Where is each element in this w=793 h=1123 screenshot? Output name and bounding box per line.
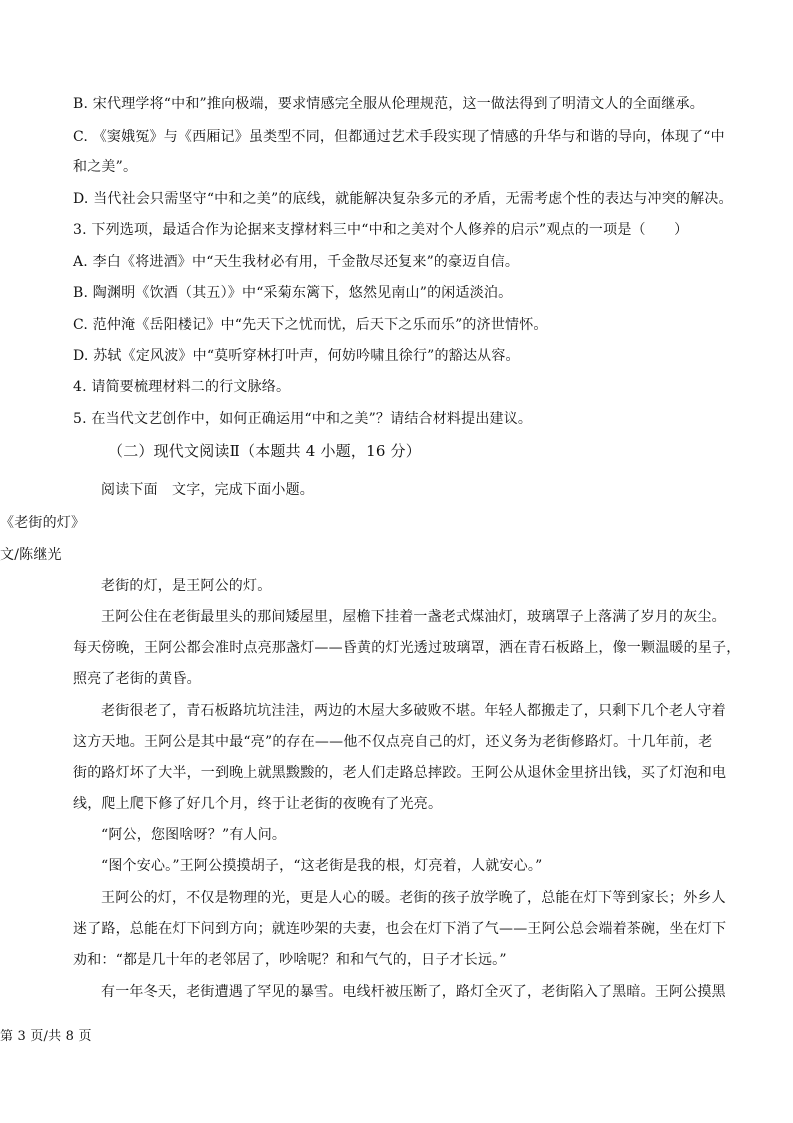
option-c-line-1: C. 《窦娥冤》与《西厢记》虽类型不同，但都通过艺术手段实现了情感的升华与和谐的导向，体现了“中 xyxy=(73,129,725,145)
q3-option-b: B. 陶渊明《饮酒（其五）》中“采菊东篱下，悠然见南山”的闲适淡泊。 xyxy=(73,285,513,301)
section-heading: （二）现代文阅读Ⅱ（本题共 4 小题，16 分） xyxy=(108,442,421,460)
paragraph-3-line-3: 街的路灯坏了大半，一到晚上就黑黢黢的，老人们走路总摔跤。王阿公从退休金里挤出钱，买了灯泡和电 xyxy=(73,765,727,781)
paragraph-2-line-3: 照亮了老街的黄昏。 xyxy=(73,671,201,687)
paragraph-2-line-2: 每天傍晚，王阿公都会准时点亮那盏灯——昏黄的灯光透过玻璃罩，洒在青石板路上，像一颗温暖的星子， xyxy=(73,640,741,656)
paragraph-1: 老街的灯，是王阿公的灯。 xyxy=(101,578,272,594)
option-d-line: D. 当代社会只需坚守“中和之美”的底线，就能解决复杂多元的矛盾，无需考虑个性的表达与冲突的解决。 xyxy=(73,191,733,207)
dialogue-answer: “图个安心。”王阿公摸摸胡子，“这老街是我的根，灯亮着，人就安心。” xyxy=(101,858,543,874)
question-3: 3. 下列选项，最适合作为论据来支撑材料三中“中和之美对个人修养的启示”观点的一项是（ ） xyxy=(73,222,689,238)
paragraph-4-line-1: 王阿公的灯，不仅是物理的光，更是人心的暖。老街的孩子放学晚了，总能在灯下等到家长；外乡人 xyxy=(101,890,726,906)
paragraph-3-line-1: 老街很老了，青石板路坑坑洼洼，两边的木屋大多破败不堪。年轻人都搬走了，只剩下几个老人守着 xyxy=(101,703,726,719)
q3-option-a: A. 李白《将进酒》中“天生我材必有用，千金散尽还复来”的豪迈自信。 xyxy=(73,254,520,270)
article-title: 《老街的灯》 xyxy=(0,515,86,531)
paragraph-3-line-2: 这方天地。王阿公是其中最“亮”的存在——他不仅点亮自己的灯，还义务为老街修路灯。十几年前，老 xyxy=(73,734,713,750)
paragraph-2-line-1: 王阿公住在老街最里头的那间矮屋里，屋檐下挂着一盏老式煤油灯，玻璃罩子上落满了岁月的灰尘。 xyxy=(101,609,726,625)
article-author: 文/陈继光 xyxy=(0,547,62,563)
reading-instruction: 阅读下面 文字，完成下面小题。 xyxy=(101,482,314,498)
question-5: 5. 在当代文艺创作中，如何正确运用“中和之美”？请结合材料提出建议。 xyxy=(73,411,533,427)
dialogue-question: “阿公，您图啥呀？”有人问。 xyxy=(101,827,287,843)
paragraph-5-line-1: 有一年冬天，老街遭遇了罕见的暴雪。电线杆被压断了，路灯全灭了，老街陷入了黑暗。王阿公摸黑 xyxy=(101,984,726,1000)
paragraph-4-line-3: 劝和：“都是几十年的老邻居了，吵啥呢？和和气气的，日子才长远。” xyxy=(73,952,507,968)
page-footer: 第 3 页/共 8 页 xyxy=(0,1029,92,1044)
option-b-line: B. 宋代理学将“中和”推向极端，要求情感完全服从伦理规范，这一做法得到了明清文人的全面继承。 xyxy=(73,96,704,112)
q3-option-c: C. 范仲淹《岳阳楼记》中“先天下之忧而忧，后天下之乐而乐”的济世情怀。 xyxy=(73,317,548,333)
question-4: 4. 请简要梳理材料二的行文脉络。 xyxy=(73,379,291,395)
paragraph-4-line-2: 迷了路，总能在灯下问到方向；就连吵架的夫妻，也会在灯下消了气——王阿公总会端着茶碗，坐在灯下 xyxy=(73,921,727,937)
paragraph-3-line-4: 线，爬上爬下修了好几个月，终于让老街的夜晚有了光亮。 xyxy=(73,796,443,812)
q3-option-d: D. 苏轼《定风波》中“莫听穿林打叶声，何妨吟啸且徐行”的豁达从容。 xyxy=(73,348,520,364)
option-c-line-2: 和之美”。 xyxy=(73,159,138,175)
